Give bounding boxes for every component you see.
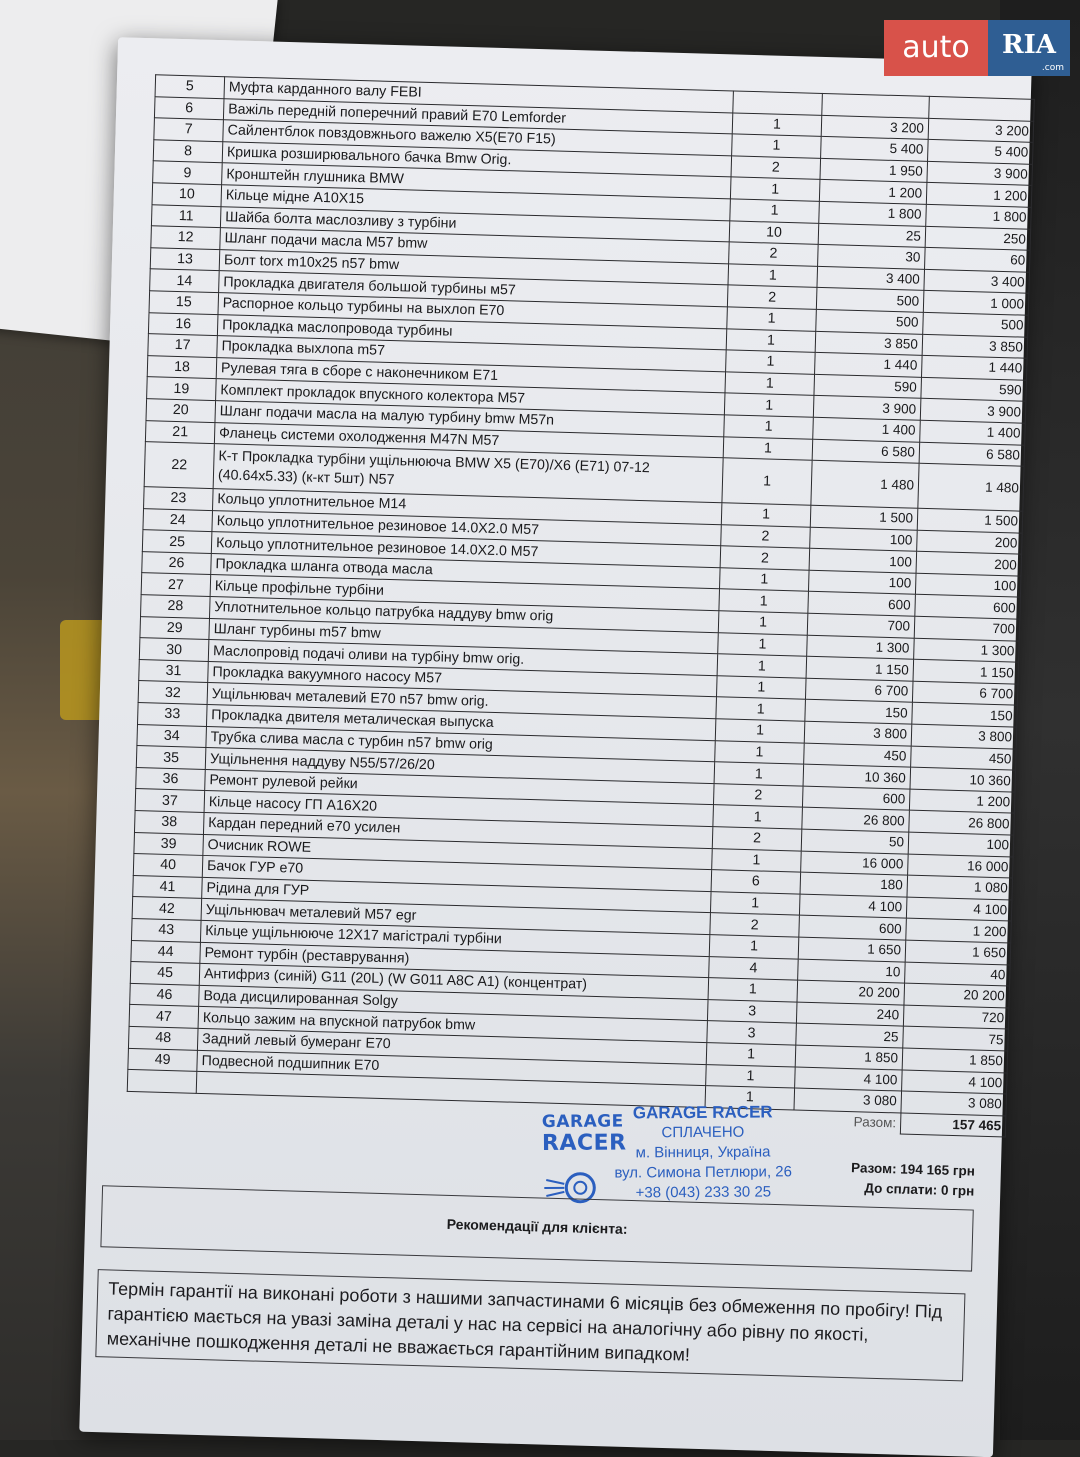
row-number: 40 [133,854,203,878]
line-sum: 250 [925,226,1031,251]
unit-price: 3 900 [813,396,921,421]
row-number: 16 [148,312,218,336]
part-name: Шланг турбины m57 bmw [209,618,718,654]
line-sum: 1 080 [907,875,1013,900]
line-sum: 1 800 [926,204,1032,229]
part-name: Антифриз (синій) G11 (20L) (W G011 A8C A1) (концентрат) [199,964,708,1000]
part-name: Прокладка маслопровода турбины [217,314,726,350]
invoice-sheet [79,37,1032,1457]
part-name: Очисник ROWE [203,834,712,870]
stamp-logo: GARAGE RACER [541,1111,627,1157]
unit-price: 500 [816,309,924,334]
part-name: Трубка слива масла с турбин n57 bmw orig [206,726,715,762]
part-name: Распорное кольцо турбины на выхлоп E70 [218,293,727,329]
unit-price: 240 [796,1002,904,1027]
part-name: Шайба болта маслозливу з турбіни [220,206,729,242]
unit-price: 1 850 [795,1045,903,1070]
grand-total: Разом: 194 165 грн [850,1160,976,1179]
line-sum: 1 200 [909,789,1015,814]
unit-price: 6 580 [812,439,920,464]
quantity: 1 [721,503,811,527]
quantity: 1 [730,177,820,201]
line-sum: 1 850 [902,1048,1008,1073]
line-sum: 26 800 [909,811,1015,836]
row-number: 15 [149,291,219,315]
quantity: 10 [729,220,819,244]
row-number: 44 [131,940,201,964]
part-name: Прокладка двигателя большой турбины м57 [219,271,728,307]
quantity: 2 [713,783,803,807]
part-name: Кільце профільне турбіни [210,575,719,611]
unit-price: 590 [814,374,922,399]
part-name: Ущільнювач металевий E70 n57 bmw orig. [207,683,716,719]
quantity: 1 [719,589,809,613]
row-number: 24 [143,508,213,532]
line-sum: 1 480 [918,463,1024,511]
part-name: Подвесной подшипник E70 [197,1050,706,1086]
line-sum: 500 [923,312,1029,337]
quantity: 1 [724,415,814,439]
part-name: К-т Прокладка турбіни ущільнююча BMW X5 (E70)/X6 (E71) 07-12 (40.64x5.33) (к-кт 5шт) N57 [213,444,723,503]
unit-price: 1 500 [810,505,918,530]
part-name: Важіль передній поперечний правий E70 Lemforder [223,98,732,134]
unit-price: 1 800 [819,201,927,226]
part-name: Бачок ГУР e70 [202,856,711,892]
row-number [127,1070,197,1094]
part-name: Шланг подачи масла на малую турбину bmw M57n [215,401,724,437]
quantity: 1 [710,891,800,915]
quantity: 2 [710,913,800,937]
row-number: 10 [152,183,222,207]
quantity: 1 [705,1086,795,1110]
recommendations-label: Рекомендації для клієнта: [446,1215,628,1237]
line-sum: 16 000 [908,854,1014,879]
quantity: 1 [714,762,804,786]
watermark-ria: RIA .com [988,20,1070,76]
part-name: Ущільнення наддуву N55/57/26/20 [205,748,714,784]
parts-table [126,74,1035,1137]
quantity: 2 [721,524,811,548]
line-sum: 3 850 [922,334,1028,359]
unit-price: 50 [801,829,909,854]
quantity: 1 [732,134,822,158]
unit-price: 1 400 [813,417,921,442]
quantity: 2 [727,285,817,309]
part-name: Прокладка вакуумного насосу M57 [208,661,717,697]
line-sum: 1 000 [923,291,1029,316]
quantity: 1 [723,436,813,460]
line-sum: 75 [903,1026,1009,1051]
line-sum: 1 200 [906,918,1012,943]
auto-ria-watermark [884,20,1070,76]
quantity: 1 [706,1043,796,1067]
unit-price: 3 800 [804,721,912,746]
unit-price: 6 700 [805,678,913,703]
row-number: 12 [151,226,221,250]
line-sum: 200 [916,552,1022,577]
row-number: 9 [153,161,223,185]
line-sum: 1 200 [926,183,1032,208]
row-number: 49 [128,1048,198,1072]
unit-price: 450 [804,743,912,768]
row-number: 38 [134,811,204,835]
quantity: 1 [728,264,818,288]
line-sum [929,96,1035,121]
quantity: 1 [715,740,805,764]
row-number: 8 [153,140,223,164]
row-number: 32 [138,681,208,705]
unit-price: 26 800 [802,808,910,833]
row-number: 46 [130,983,200,1007]
row-number: 35 [136,746,206,770]
unit-price: 25 [818,223,926,248]
part-name: Кришка розширювального бачка Bmw Orig. [222,141,731,177]
quantity: 2 [712,827,802,851]
unit-price: 1 300 [807,635,915,660]
row-number: 27 [141,573,211,597]
part-name: Комплект прокладок впускного колектора M57 [216,379,725,415]
part-name: Фланець системи охолодження M47N M57 [214,422,723,458]
row-number: 13 [150,247,220,271]
quantity: 1 [712,848,802,872]
quantity: 1 [708,978,798,1002]
part-name: Ремонт рулевой рейки [205,769,714,805]
unit-price: 600 [808,592,916,617]
row-number: 23 [144,487,214,511]
unit-price: 4 100 [795,1067,903,1092]
row-number: 42 [132,897,202,921]
quantity: 1 [727,307,817,331]
part-name: Прокладка выхлопа m57 [217,336,726,372]
line-sum: 3 900 [920,399,1026,424]
row-number: 30 [139,638,209,662]
unit-price: 3 850 [815,331,923,356]
unit-price: 10 [798,959,906,984]
quantity: 1 [717,654,807,678]
part-name: Рулевая тяга в сборе с наконечником E71 [216,357,725,393]
unit-price: 600 [802,786,910,811]
quantity: 1 [718,611,808,635]
line-sum: 3 400 [924,269,1030,294]
line-sum: 1 500 [917,508,1023,533]
line-sum: 1 300 [914,638,1020,663]
watermark-auto: auto [884,20,988,76]
quantity: 6 [711,870,801,894]
row-number: 11 [151,204,221,228]
part-name: Болт torx m10x25 n57 bmw [219,249,728,285]
quantity: 1 [715,719,805,743]
part-name: Кольцо уплотнительное резиновое 14.0X2.0 M57 [211,532,720,568]
unit-price: 5 400 [821,137,929,162]
stamp-phone: +38 (043) 233 30 25 [635,1183,772,1202]
part-name: Кільце мідне A10X15 [221,185,730,221]
line-sum: 590 [921,377,1027,402]
row-number: 21 [145,420,215,444]
quantity: 1 [706,1064,796,1088]
unit-price: 150 [805,700,913,725]
line-sum: 5 400 [928,140,1034,165]
stamp-street: вул. Симона Петлюри, 26 [614,1163,792,1182]
quantity: 2 [731,156,821,180]
unit-price: 3 200 [821,115,929,140]
subtotal-value: 157 465 [900,1113,1006,1138]
warranty-notice: Термін гарантії на виконані роботи з нашими запчастинами 6 місяців без обмеження по пробігу! Під гарантією мається на увазі заміна деталі у нас на сервісі на аналогічну або рівну по якості, механічне пошкодження деталі не вважається гарантійним випадком! [95,1269,965,1381]
quantity: 1 [720,568,810,592]
row-number: 17 [148,334,218,358]
part-name: Задний левый бумеранг E70 [197,1028,706,1064]
line-sum: 3 200 [928,118,1034,143]
line-sum: 1 650 [905,940,1011,965]
unit-price: 16 000 [801,851,909,876]
line-sum: 700 [914,616,1020,641]
quantity: 1 [718,632,808,656]
parts-table-body [127,75,1034,1116]
line-sum: 1 400 [920,420,1026,445]
part-name: Кільце насосу ГП A16X20 [204,791,713,827]
row-number: 43 [131,918,201,942]
part-name: Кольцо уплотнительное M14 [213,489,722,525]
part-name: Кардан передний e70 усилен [203,812,712,848]
line-sum: 10 360 [910,767,1016,792]
part-name: Кольцо зажим на впускной патрубок bmw [198,1007,707,1043]
part-name: Рідина для ГУР [202,877,711,913]
stamp-text [610,1102,797,1203]
part-name: Кронштейн глушника BMW [222,163,731,199]
row-number: 34 [137,724,207,748]
unit-price: 25 [796,1023,904,1048]
part-name: Маслопровід подачі оливи на турбіну bmw orig. [208,640,717,676]
line-sum: 150 [912,703,1018,728]
quantity: 1 [732,113,822,137]
quantity: 1 [726,328,816,352]
unit-price: 20 200 [797,980,905,1005]
part-name: Уплотнительное кольцо патрубка наддуву bmw orig [209,597,718,633]
subtotal-label: Разом: [853,1114,897,1131]
line-sum: 450 [911,746,1017,771]
unit-price: 1 480 [811,460,919,508]
quantity: 3 [707,999,797,1023]
line-sum: 6 700 [912,681,1018,706]
unit-price [822,93,930,118]
row-number: 31 [139,659,209,683]
payment-totals [850,1158,975,1201]
unit-price: 1 650 [798,937,906,962]
line-sum: 600 [915,595,1021,620]
line-sum: 6 580 [919,442,1025,467]
quantity: 2 [729,242,819,266]
line-sum: 3 800 [911,724,1017,749]
quantity [733,91,823,115]
line-sum: 1 150 [913,659,1019,684]
line-sum: 40 [905,962,1011,987]
row-number: 25 [142,530,212,554]
unit-price: 4 100 [799,894,907,919]
row-number: 19 [147,377,217,401]
row-number: 33 [138,703,208,727]
unit-price: 600 [799,915,907,940]
part-name: Сайлентблок повздовжнього важелю X5(E70 F15) [223,120,732,156]
unit-price: 30 [818,245,926,270]
quantity: 1 [716,697,806,721]
unit-price: 100 [809,549,917,574]
quantity: 1 [709,935,799,959]
quantity: 1 [716,676,806,700]
quantity: 2 [720,546,810,570]
row-number: 20 [146,399,216,423]
part-name: Кільце ущільнююче 12X17 магістралі турбіни [200,920,709,956]
unit-price: 500 [816,288,924,313]
quantity: 1 [722,458,812,505]
line-sum: 200 [917,530,1023,555]
row-number: 26 [142,551,212,575]
row-number: 7 [154,118,224,142]
part-name: Кольцо уплотнительное резиновое 14.0X2.0 M57 [212,510,721,546]
line-sum: 100 [908,832,1014,857]
line-sum: 100 [915,573,1021,598]
unit-price: 1 150 [806,656,914,681]
part-name: Ущільнювач металевий M57 egr [201,899,710,935]
part-name: Ремонт турбін (реставрування) [200,942,709,978]
quantity: 1 [725,372,815,396]
row-number: 36 [136,767,206,791]
paid-stamp [542,1102,803,1214]
quantity: 4 [709,956,799,980]
stamp-company: GARAGE RACER [632,1102,773,1123]
line-sum: 1 440 [922,355,1028,380]
quantity: 1 [713,805,803,829]
row-number: 47 [129,1005,199,1029]
row-number: 18 [147,355,217,379]
part-name: Муфта карданного валу FEBI [224,77,733,113]
row-number: 28 [141,595,211,619]
line-sum: 4 100 [906,897,1012,922]
row-number: 5 [155,75,225,99]
recommendations-box [100,1185,973,1271]
row-number: 29 [140,616,210,640]
stamp-status: СПЛАЧЕНО [661,1123,745,1142]
row-number: 48 [128,1026,198,1050]
quantity: 1 [724,393,814,417]
line-sum: 20 200 [904,983,1010,1008]
row-number: 6 [154,96,224,120]
part-name: Шланг подачи масла M57 bmw [220,228,729,264]
unit-price: 1 200 [819,180,927,205]
line-sum: 60 [925,248,1031,273]
unit-price: 10 360 [803,764,911,789]
row-number: 39 [134,832,204,856]
quantity: 3 [707,1021,797,1045]
line-sum: 720 [903,1005,1009,1030]
row-number: 37 [135,789,205,813]
quantity: 1 [730,199,820,223]
line-sum: 3 900 [927,161,1033,186]
unit-price: 100 [810,527,918,552]
row-number: 14 [150,269,220,293]
unit-price: 180 [800,872,908,897]
unit-price: 700 [807,613,915,638]
unit-price: 3 080 [794,1088,902,1113]
unit-price: 1 440 [815,352,923,377]
row-number: 45 [130,962,200,986]
part-name: Прокладка двителя металическая выпуска [206,705,715,741]
amount-due: До сплати: 0 грн [864,1180,975,1199]
line-sum: 4 100 [902,1070,1008,1095]
stamp-city: м. Вінниця, Україна [635,1143,771,1162]
quantity: 1 [726,350,816,374]
row-number: 41 [133,875,203,899]
unit-price: 100 [808,570,916,595]
unit-price: 3 400 [817,266,925,291]
part-name: Вода дисцилированная Solgy [199,985,708,1021]
unit-price: 1 950 [820,158,928,183]
part-name: Прокладка шланга отвода масла [211,553,720,589]
line-sum: 3 080 [901,1091,1007,1116]
row-number: 22 [144,442,214,489]
